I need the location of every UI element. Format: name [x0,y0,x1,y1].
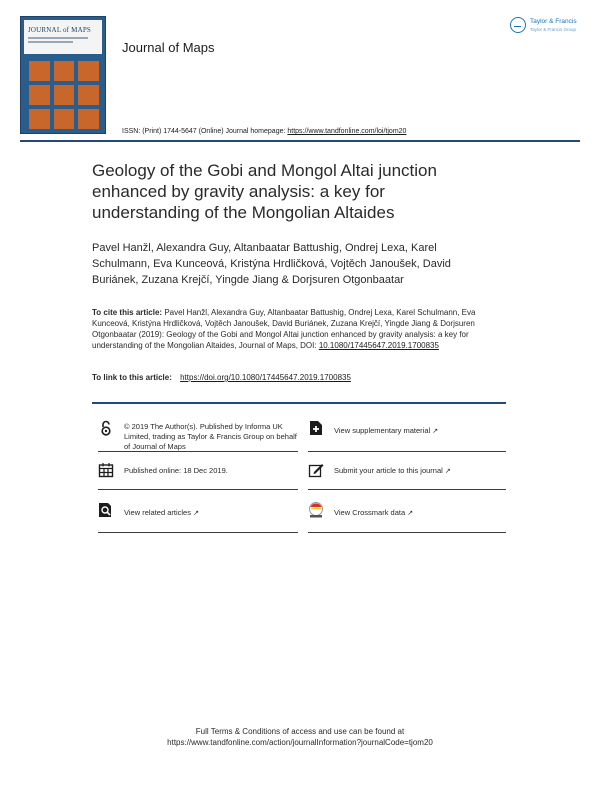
cover-masthead [24,20,102,54]
header-divider [20,140,580,142]
doi-link[interactable]: 10.1080/17445647.2019.1700835 [318,341,439,350]
external-link-icon: ↗ [407,510,414,517]
issn-text: ISSN: (Print) 1744-5647 (Online) Journal homepage: [122,128,288,135]
publisher-logo-name: Taylor & Francis [530,18,577,25]
related-articles-button[interactable] [98,502,298,546]
external-link-icon: ↗ [193,510,199,517]
published-text: Published online: 18 Dec 2019. [124,466,228,475]
terms-text: Full Terms & Conditions of access and use can be found at [195,727,405,736]
license-text: © 2019 The Author(s). Published by Informa UK Limited, trading as Taylor & Francis Group on behalf of Journal of Maps [124,422,297,451]
journal-homepage-link[interactable]: https://www.tandfonline.com/loi/tjom20 [287,128,407,135]
issn-line [122,128,406,135]
crossmark-icon [308,502,324,518]
journal-cover-image [20,16,106,134]
open-access-icon [98,420,114,436]
search-document-icon [98,502,114,518]
license-notice [98,420,298,464]
cover-title: JOURNAL of MAPS [28,26,92,34]
publisher-logo-tag: Taylor & Francis Group [530,27,577,32]
crossmark-button[interactable] [308,502,506,546]
publisher-logo[interactable] [510,16,586,38]
submit-article-button[interactable] [308,462,506,506]
external-link-icon: ↗ [432,428,439,435]
terms-link[interactable]: https://www.tandfonline.com/action/journalInformation?journalCode=tjom20 [167,738,433,747]
citation-text: Pavel Hanžl, Alexandra Guy, Altanbaatar Battushig, Ondrej Lexa, Karel Schulmann, Eva Kunceová, Kristýna Hrdličková, Vojtěch Janoušek, David Buriánek, Zuzana Krejčí, Yingde Jiang & Dorjsuren Otgonbaatar (2019): Geology of the Gobi and Mongol Altai junction enhanced by gravity analysis: a key for understanding of the Mongolian Altaides, Journal of Maps, DOI: [92,308,476,350]
article-url-link[interactable]: https://doi.org/10.1080/17445647.2019.1700835 [180,373,351,382]
edit-icon [308,462,324,478]
actions-divider [92,402,506,404]
terms-footer [0,726,600,748]
submit-label: Submit your article to this journal [334,466,443,475]
cover-map-tiles [29,61,99,129]
journal-name: Journal of Maps [122,40,215,55]
publisher-logo-icon [510,17,526,33]
supplementary-material-button[interactable] [308,420,506,464]
citation-label: To cite this article: [92,308,165,317]
add-file-icon [308,420,324,436]
supplementary-label: View supplementary material [334,426,431,435]
calendar-icon [98,462,114,478]
article-title: Geology of the Gobi and Mongol Altai junction enhanced by gravity analysis: a key for understanding of the Mongolian Altaides [92,161,437,222]
crossmark-label: View Crossmark data [334,508,406,517]
article-link-row [92,373,351,382]
article-authors: Pavel Hanžl, Alexandra Guy, Altanbaatar Battushig, Ondrej Lexa, Karel Schulmann, Eva Kunceová, Kristýna Hrdličková, Vojtěch Janoušek, David Buriánek, Zuzana Krejčí, Yingde Jiang & Dorjsuren Otgonbaatar [92,242,451,286]
link-label: To link to this article: [92,373,175,382]
published-date [98,462,298,506]
related-label: View related articles [124,508,191,517]
citation [92,307,512,351]
external-link-icon: ↗ [444,468,451,475]
